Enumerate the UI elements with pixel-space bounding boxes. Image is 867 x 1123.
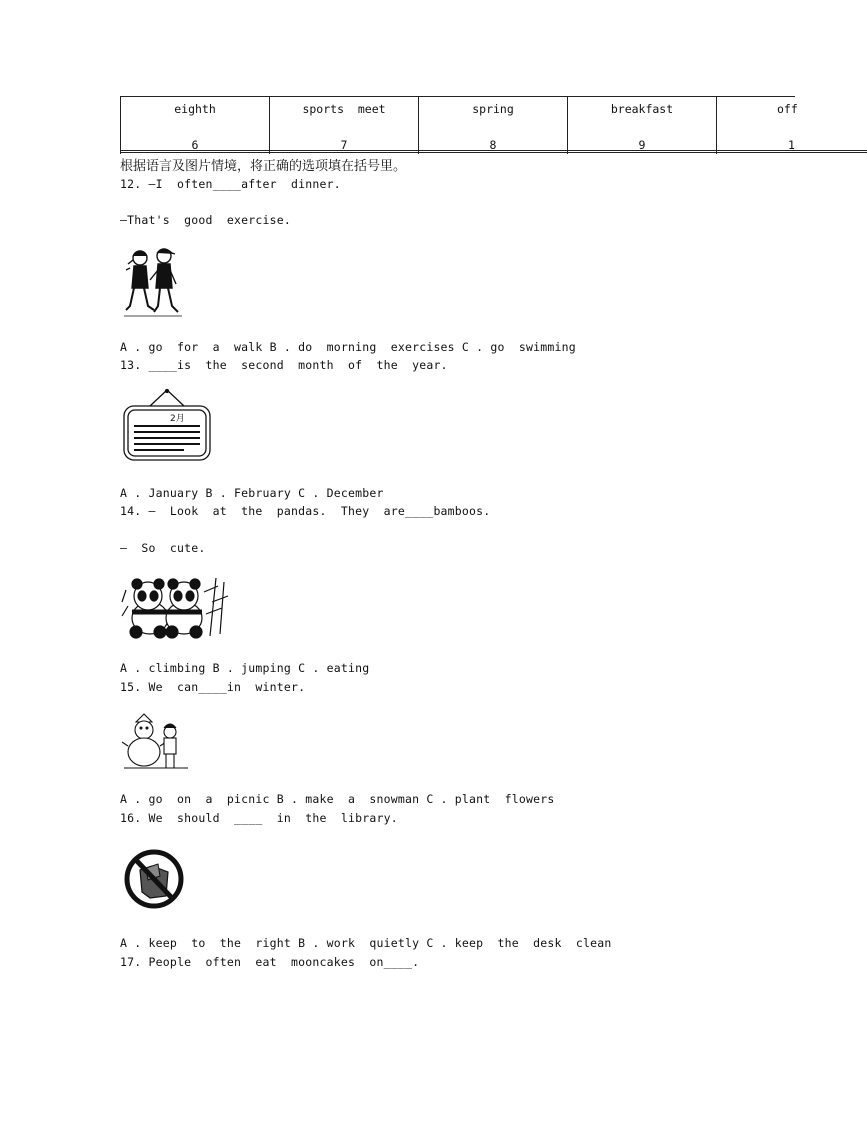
- question-dialogue: —That's good exercise.: [120, 213, 291, 227]
- table-word: eighth: [174, 102, 216, 116]
- table-cell: [717, 97, 867, 154]
- calendar-month-label: 2月: [170, 414, 185, 424]
- table-number: 1: [788, 138, 795, 152]
- answer-options: A . climbing B . jumping C . eating: [120, 661, 370, 675]
- making-snowman-illustration: [122, 712, 190, 772]
- table-word: breakfast: [610, 102, 674, 116]
- table-cell: [121, 97, 270, 154]
- question-dialogue: — So cute.: [120, 541, 206, 555]
- table-number: 8: [489, 138, 497, 152]
- answer-options: A . keep to the right B . work quietly C . keep the desk clean: [120, 936, 612, 950]
- question-stem: 16. We should ____ in the library.: [120, 811, 398, 825]
- instruction-text: 根据语言及图片情境，将正确的选项填在括号里。: [120, 159, 407, 174]
- answer-options: A . go for a walk B . do morning exercises C . go swimming: [120, 340, 576, 354]
- pandas-eating-bamboo-illustration: [120, 572, 232, 640]
- table-cell: [270, 97, 419, 154]
- table-cell: [568, 97, 717, 154]
- table-number: 6: [191, 138, 199, 152]
- vocabulary-table: [120, 96, 798, 154]
- question-stem: 15. We can____in winter.: [120, 680, 306, 694]
- table-cell: [419, 97, 568, 154]
- no-eating-sign-icon: [122, 846, 186, 912]
- two-kids-walking-illustration: [120, 244, 188, 318]
- question-stem: 12. —I often____after dinner.: [120, 177, 341, 191]
- answer-options: A . go on a picnic B . make a snowman C . plant flowers: [120, 792, 555, 806]
- calendar-illustration: [120, 388, 214, 464]
- question-stem: 13. ____is the second month of the year.: [120, 358, 448, 372]
- question-stem: 17. People often eat mooncakes on____.: [120, 955, 420, 969]
- table-number: 9: [638, 138, 646, 152]
- question-stem: 14. — Look at the pandas. They are____bamboos.: [120, 504, 491, 518]
- table-number: 7: [340, 138, 348, 152]
- table-word: off: [777, 102, 798, 116]
- table-word: spring: [472, 102, 514, 116]
- table-word: sports meet: [302, 102, 386, 116]
- answer-options: A . January B . February C . December: [120, 486, 384, 500]
